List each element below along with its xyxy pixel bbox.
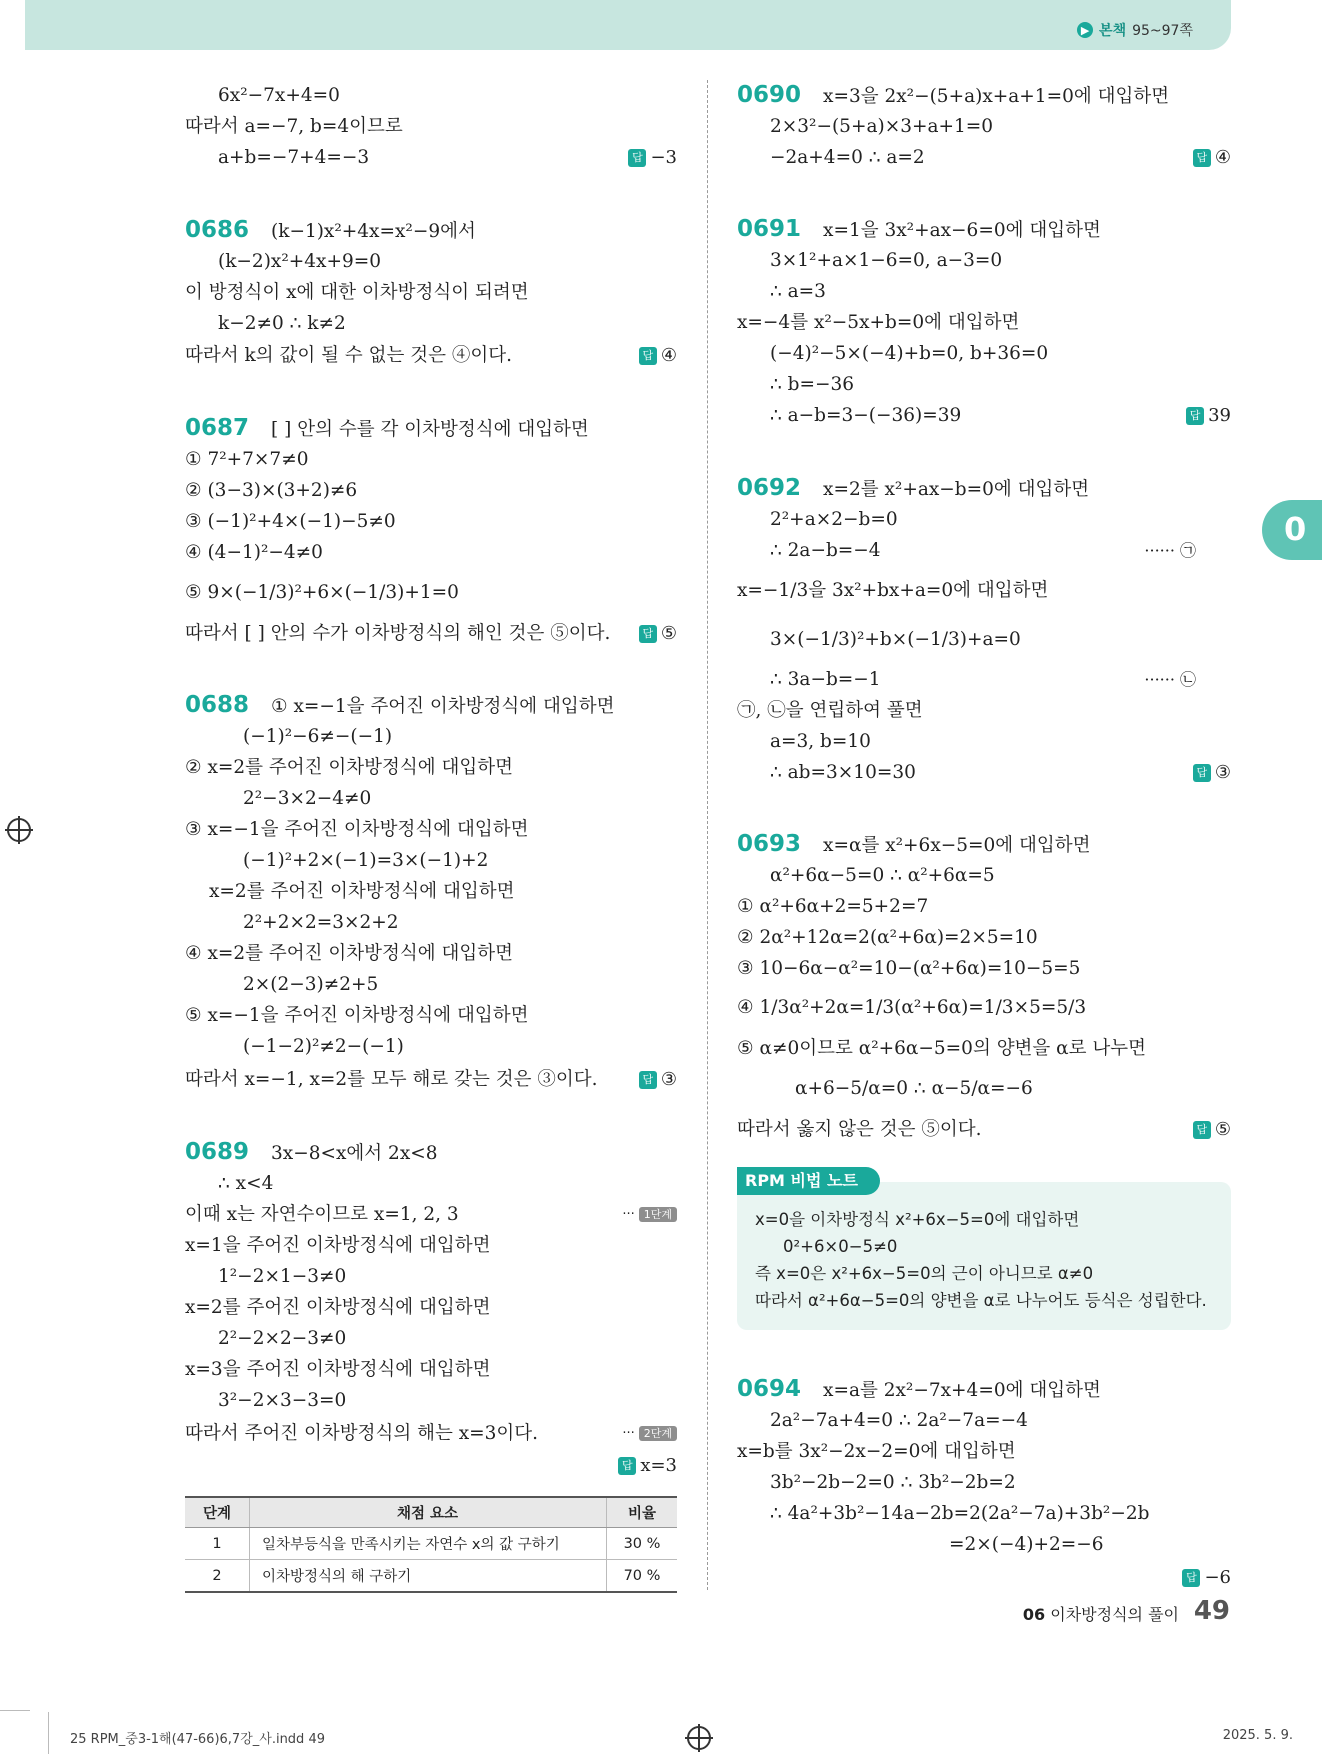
answer-tag: 답 xyxy=(1193,1121,1211,1139)
solution-line: 2²+a×2−b=0 xyxy=(770,509,898,530)
problem-number: 0691 xyxy=(737,216,802,242)
solution-line: x=−1/3을 3x²+bx+a=0에 대입하면 xyxy=(737,580,1049,601)
equation-tag: ······ ㉡ xyxy=(1144,670,1196,689)
step-marker: ··· 2단계 xyxy=(622,1418,677,1449)
trim-mark xyxy=(48,1712,49,1754)
problem-0686 xyxy=(185,215,476,246)
solution-line: x=1을 주어진 이차방정식에 대입하면 xyxy=(185,1235,491,1256)
solution-line: ③ x=−1을 주어진 이차방정식에 대입하면 xyxy=(185,819,529,840)
trim-mark xyxy=(0,1710,30,1711)
solution-line: 따라서 a=−7, b=4이므로 xyxy=(185,116,403,137)
problem-number: 0688 xyxy=(185,692,250,718)
table-header: 비율 xyxy=(607,1497,678,1528)
answer xyxy=(618,1450,677,1481)
solution-line: ∴ 3a−b=−1 xyxy=(770,669,881,690)
problem-0688 xyxy=(185,690,615,721)
solution-line: 3²−2×3−3=0 xyxy=(218,1390,347,1411)
solution-line: ③ 10−6α−α²=10−(α²+6α)=10−5=5 xyxy=(737,958,1081,979)
solution-line: 1²−2×1−3≠0 xyxy=(218,1266,347,1287)
answer-tag: 답 xyxy=(1182,1569,1200,1587)
answer-tag: 답 xyxy=(1186,407,1204,425)
solution-line: 3b²−2b−2=0 ∴ 3b²−2b=2 xyxy=(770,1472,1016,1493)
solution-line: 따라서 주어진 이차방정식의 해는 x=3이다. xyxy=(185,1423,539,1444)
equation-tag: ······ ㉠ xyxy=(1144,541,1196,560)
problem-number: 0690 xyxy=(737,82,802,108)
answer xyxy=(1193,142,1231,173)
note-line: 따라서 α²+6α−5=0의 양변을 α로 나누어도 등식은 성립한다. xyxy=(755,1291,1207,1310)
solution-line: 3×1²+a×1−6=0, a−3=0 xyxy=(770,250,1003,271)
solution-line: ① α²+6α+2=5+2=7 xyxy=(737,896,929,917)
print-file-info: 25 RPM_중3-1해(47-66)6,7강_사.indd 49 xyxy=(70,1732,325,1747)
solution-line: ∴ x<4 xyxy=(218,1173,274,1194)
problem-0694 xyxy=(737,1374,1101,1405)
solution-line: (k−2)x²+4x+9=0 xyxy=(218,251,382,272)
solution-line: (−1)²+2×(−1)=3×(−1)+2 xyxy=(243,850,489,871)
page-number: 49 xyxy=(1193,1596,1230,1626)
solution-line: ∴ a=3 xyxy=(770,281,826,302)
reference-pages xyxy=(1077,20,1193,40)
problem-number: 0689 xyxy=(185,1139,250,1165)
solution-line: ④ 1/3α²+2α=1/3(α²+6α)=1/3×5=5/3 xyxy=(737,997,1087,1018)
solution-line: ∴ a−b=3−(−36)=39 xyxy=(770,405,962,426)
solution-line: ④ x=2를 주어진 이차방정식에 대입하면 xyxy=(185,943,514,964)
registration-mark-icon xyxy=(7,818,31,842)
solution-line: 2a²−7a+4=0 ∴ 2a²−7a=−4 xyxy=(770,1410,1028,1431)
answer-tag: 답 xyxy=(639,347,657,365)
answer xyxy=(628,142,677,173)
problem-0690 xyxy=(737,80,1169,111)
problem-0692 xyxy=(737,473,1089,504)
solution-line: 3×(−1/3)²+b×(−1/3)+a=0 xyxy=(770,629,1021,650)
solution-line: 2²−2×2−3≠0 xyxy=(218,1328,347,1349)
solution-line: x=b를 3x²−2x−2=0에 대입하면 xyxy=(737,1441,1016,1462)
answer-value: x=3 xyxy=(640,1455,677,1476)
problem-number: 0687 xyxy=(185,415,250,441)
registration-mark-icon xyxy=(687,1726,711,1750)
solution-line: (−4)²−5×(−4)+b=0, b+36=0 xyxy=(770,343,1049,364)
solution-line: ② x=2를 주어진 이차방정식에 대입하면 xyxy=(185,757,514,778)
solution-line: (k−1)x²+4x=x²−9에서 xyxy=(271,221,476,242)
solution-line: ∴ 2a−b=−4 xyxy=(770,540,881,561)
solution-line: [ ] 안의 수를 각 이차방정식에 대입하면 xyxy=(271,419,589,440)
problem-number: 0686 xyxy=(185,217,250,243)
solution-line: 6x²−7x+4=0 xyxy=(218,85,340,106)
answer-value: −3 xyxy=(650,147,677,168)
answer-tag: 답 xyxy=(1193,149,1211,167)
chapter-side-tab xyxy=(1262,500,1322,560)
problem-0691 xyxy=(737,214,1101,245)
reference-book: 본책 xyxy=(1099,23,1127,39)
step-chip: 2단계 xyxy=(639,1426,677,1441)
answer-value: ③ xyxy=(1214,762,1231,783)
solution-line: 따라서 옳지 않은 것은 ⑤이다. xyxy=(737,1119,982,1140)
problem-number: 0693 xyxy=(737,831,802,857)
chapter-title: 이차방정식의 풀이 xyxy=(1050,1605,1179,1624)
table-cell: 30 % xyxy=(607,1528,678,1560)
solution-line: α²+6α−5=0 ∴ α²+6α=5 xyxy=(770,865,995,886)
solution-line: 2×3²−(5+a)×3+a+1=0 xyxy=(770,116,994,137)
answer xyxy=(1193,757,1231,788)
solution-line: x=2를 x²+ax−b=0에 대입하면 xyxy=(823,479,1090,500)
solution-line: x=−4를 x²−5x+b=0에 대입하면 xyxy=(737,312,1020,333)
answer-tag: 답 xyxy=(1193,764,1211,782)
note-line: 0²+6×0−5≠0 xyxy=(783,1237,898,1256)
solution-line: ① 7²+7×7≠0 xyxy=(185,449,309,470)
solution-line: ⑤ α≠0이므로 α²+6α−5=0의 양변을 α로 나누면 xyxy=(737,1038,1147,1059)
note-title: RPM 비법 노트 xyxy=(737,1167,880,1195)
solution-line: ㉠, ㉡을 연립하여 풀면 xyxy=(737,700,923,721)
solution-line: a=3, b=10 xyxy=(770,731,871,752)
solution-line: 2²+2×2=3×2+2 xyxy=(243,912,399,933)
table-header: 채점 요소 xyxy=(250,1497,607,1528)
problem-number: 0694 xyxy=(737,1376,802,1402)
solution-line: ③ (−1)²+4×(−1)−5≠0 xyxy=(185,511,396,532)
solution-line: x=2를 주어진 이차방정식에 대입하면 xyxy=(185,1297,491,1318)
solution-line: (−1−2)²≠2−(−1) xyxy=(243,1036,404,1057)
problem-0687 xyxy=(185,413,589,444)
solution-line: −2a+4=0 ∴ a=2 xyxy=(770,147,925,168)
side-tab-label: 0 xyxy=(1284,510,1307,548)
solution-line: ∴ ab=3×10=30 xyxy=(770,762,916,783)
table-header-row xyxy=(185,1497,677,1528)
step-chip: 1단계 xyxy=(639,1207,677,1222)
solution-line: x=3을 주어진 이차방정식에 대입하면 xyxy=(185,1359,491,1380)
solution-line: ⑤ x=−1을 주어진 이차방정식에 대입하면 xyxy=(185,1005,529,1026)
answer-value: ④ xyxy=(1214,147,1231,168)
chapter-footer xyxy=(1023,1602,1179,1625)
solution-line: x=a를 2x²−7x+4=0에 대입하면 xyxy=(823,1380,1101,1401)
answer-value: ④ xyxy=(660,345,677,366)
solution-line: (−1)²−6≠−(−1) xyxy=(243,726,393,747)
solution-line: ② 2α²+12α=2(α²+6α)=2×5=10 xyxy=(737,927,1038,948)
problem-0689 xyxy=(185,1137,438,1168)
reference-page-range: 95~97쪽 xyxy=(1132,23,1193,39)
solution-line: 따라서 k의 값이 될 수 없는 것은 ④이다. xyxy=(185,345,512,366)
solution-line: 3x−8<x에서 2x<8 xyxy=(271,1143,438,1164)
table-cell: 70 % xyxy=(607,1560,678,1593)
table-header: 단계 xyxy=(185,1497,250,1528)
note-line: 즉 x=0은 x²+6x−5=0의 근이 아니므로 α≠0 xyxy=(755,1264,1094,1283)
answer xyxy=(1193,1114,1231,1145)
answer-tag: 답 xyxy=(618,1457,636,1475)
rpm-tip-note xyxy=(737,1182,1231,1330)
table-cell: 1 xyxy=(185,1528,250,1560)
solution-line: ① x=−1을 주어진 이차방정식에 대입하면 xyxy=(271,696,615,717)
solution-line: x=2를 주어진 이차방정식에 대입하면 xyxy=(209,881,515,902)
table-cell: 이차방정식의 해 구하기 xyxy=(250,1560,607,1593)
table-row xyxy=(185,1560,677,1593)
solution-line: ④ (4−1)²−4≠0 xyxy=(185,542,323,563)
answer xyxy=(639,340,677,371)
note-line: x=0을 이차방정식 x²+6x−5=0에 대입하면 xyxy=(755,1210,1080,1229)
chapter-number: 06 xyxy=(1022,1605,1046,1624)
solution-line: ② (3−3)×(3+2)≠6 xyxy=(185,480,358,501)
table-row xyxy=(185,1528,677,1560)
answer-value: ⑤ xyxy=(1214,1119,1231,1140)
print-date: 2025. 5. 9. xyxy=(1222,1728,1293,1743)
answer-value: ⑤ xyxy=(660,623,677,644)
answer xyxy=(1186,400,1231,431)
answer-tag: 답 xyxy=(628,149,646,167)
solution-line: 이 방정식이 x에 대한 이차방정식이 되려면 xyxy=(185,282,529,303)
table-cell: 일차부등식을 만족시키는 자연수 x의 값 구하기 xyxy=(250,1528,607,1560)
grading-table xyxy=(185,1496,677,1593)
table-cell: 2 xyxy=(185,1560,250,1593)
solution-line: ∴ 4a²+3b²−14a−2b=2(2a²−7a)+3b²−2b xyxy=(770,1503,1150,1524)
solution-line: 따라서 [ ] 안의 수가 이차방정식의 해인 것은 ⑤이다. xyxy=(185,623,611,644)
solution-line: 2×(2−3)≠2+5 xyxy=(243,974,379,995)
problem-number: 0692 xyxy=(737,475,802,501)
solution-line: x=1을 3x²+ax−6=0에 대입하면 xyxy=(823,220,1101,241)
solution-line: 2²−3×2−4≠0 xyxy=(243,788,372,809)
answer xyxy=(1182,1562,1231,1593)
solution-line: α+6−5/α=0 ∴ α−5/α=−6 xyxy=(795,1078,1033,1099)
solution-line: ∴ b=−36 xyxy=(770,374,855,395)
answer xyxy=(639,618,677,649)
problem-0693 xyxy=(737,829,1091,860)
solution-line: ⑤ 9×(−1/3)²+6×(−1/3)+1=0 xyxy=(185,582,459,603)
solution-line: x=3을 2x²−(5+a)x+a+1=0에 대입하면 xyxy=(823,86,1170,107)
column-divider xyxy=(707,80,708,1590)
step-marker: ··· 1단계 xyxy=(622,1199,677,1230)
answer-value: ③ xyxy=(660,1069,677,1090)
solution-line: 따라서 x=−1, x=2를 모두 해로 갖는 것은 ③이다. xyxy=(185,1069,598,1090)
solution-line: =2×(−4)+2=−6 xyxy=(949,1534,1104,1555)
arrow-right-icon: ▶ xyxy=(1077,22,1093,38)
solution-line: k−2≠0 ∴ k≠2 xyxy=(218,313,346,334)
answer-value: −6 xyxy=(1204,1567,1231,1588)
answer-value: 39 xyxy=(1208,405,1231,426)
header-banner xyxy=(25,0,1231,50)
solution-line: a+b=−7+4=−3 xyxy=(218,147,370,168)
solution-line: 이때 x는 자연수이므로 x=1, 2, 3 xyxy=(185,1204,459,1225)
answer-tag: 답 xyxy=(639,1071,657,1089)
answer-tag: 답 xyxy=(639,625,657,643)
solution-line: x=α를 x²+6x−5=0에 대입하면 xyxy=(823,835,1091,856)
answer xyxy=(639,1064,677,1095)
